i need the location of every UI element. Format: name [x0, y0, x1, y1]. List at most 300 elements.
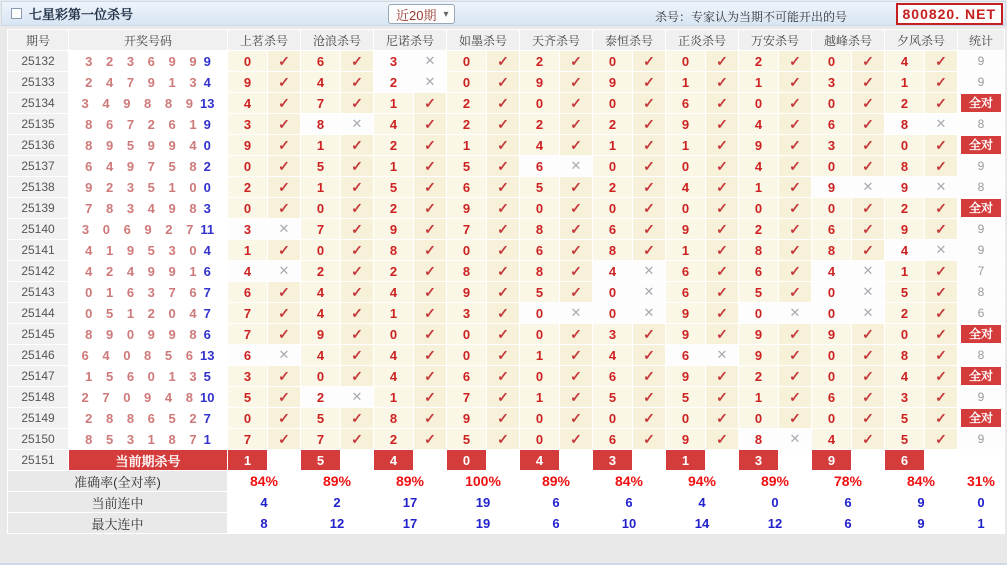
hit-check-icon: ✓	[560, 177, 592, 197]
miss-cross-icon: ✕	[925, 240, 957, 260]
table-row	[8, 282, 1004, 302]
kill-number-cell: 9	[228, 135, 267, 155]
draw-front-digits: 3 4 9 8 8 9	[81, 95, 198, 111]
stat-cell	[958, 198, 1004, 218]
summary-stat-cell: 31%	[958, 471, 1004, 491]
hit-check-icon: ✓	[852, 156, 884, 176]
current-kill-number-cell: 3	[593, 450, 632, 470]
hit-check-icon: ✓	[560, 198, 592, 218]
summary-value-cell: 19	[447, 492, 519, 512]
kill-number-cell: 0	[593, 51, 632, 71]
kill-number-cell: 4	[885, 366, 924, 386]
kill-number-cell: 5	[739, 282, 778, 302]
kill-number-cell: 2	[885, 303, 924, 323]
miss-cross-icon: ✕	[779, 429, 811, 449]
kill-number-cell: 0	[520, 429, 559, 449]
kill-number-explanation: 杀号：专家认为当期不可能开出的号	[654, 10, 847, 24]
draw-numbers-cell	[69, 387, 227, 407]
hit-check-icon: ✓	[779, 345, 811, 365]
kill-number-cell: 2	[520, 51, 559, 71]
period-range-value: 近20期	[396, 7, 437, 23]
kill-number-cell: 9	[374, 219, 413, 239]
draw-back-digit: 10	[199, 389, 215, 405]
hit-check-icon: ✓	[560, 324, 592, 344]
kill-number-cell: 2	[739, 366, 778, 386]
miss-cross-icon: ✕	[268, 261, 300, 281]
hit-check-icon: ✓	[633, 135, 665, 155]
column-header-period: 期号	[8, 30, 68, 50]
hit-check-icon: ✓	[852, 387, 884, 407]
hit-check-icon: ✓	[341, 93, 373, 113]
panel-title: 七星彩第一位杀号	[29, 7, 134, 22]
hit-check-icon: ✓	[706, 198, 738, 218]
hit-check-icon: ✓	[268, 156, 300, 176]
kill-number-cell: 8	[520, 219, 559, 239]
summary-value-cell: 89%	[739, 471, 811, 491]
period-cell: 25147	[8, 366, 68, 386]
kill-number-cell: 4	[885, 240, 924, 260]
kill-number-cell: 4	[812, 429, 851, 449]
summary-value-cell: 17	[374, 513, 446, 533]
kill-number-cell: 9	[885, 219, 924, 239]
hit-check-icon: ✓	[268, 282, 300, 302]
draw-back-digit: 7	[203, 284, 211, 300]
draw-numbers-cell	[69, 366, 227, 386]
kill-number-cell: 5	[374, 177, 413, 197]
hit-check-icon: ✓	[925, 93, 957, 113]
period-cell: 25140	[8, 219, 68, 239]
kill-number-cell: 6	[812, 387, 851, 407]
kill-number-cell: 1	[885, 261, 924, 281]
current-kill-number-cell: 3	[739, 450, 778, 470]
draw-numbers-cell	[69, 219, 227, 239]
kill-number-cell: 4	[885, 51, 924, 71]
hit-check-icon: ✓	[414, 387, 446, 407]
hit-check-icon: ✓	[268, 72, 300, 92]
draw-front-digits: 4 1 9 5 3 0	[85, 242, 202, 258]
draw-front-digits: 0 1 6 3 7 6	[85, 284, 202, 300]
miss-cross-icon: ✕	[268, 219, 300, 239]
kill-number-cell: 8	[520, 261, 559, 281]
kill-number-cell: 4	[520, 135, 559, 155]
empty-cell	[852, 450, 884, 470]
hit-check-icon: ✓	[268, 303, 300, 323]
hit-check-icon: ✓	[414, 198, 446, 218]
hit-check-icon: ✓	[706, 93, 738, 113]
hit-check-icon: ✓	[779, 177, 811, 197]
summary-value-cell: 10	[593, 513, 665, 533]
stat-cell	[958, 366, 1004, 386]
hit-check-icon: ✓	[341, 156, 373, 176]
hit-check-icon: ✓	[487, 303, 519, 323]
summary-value-cell: 6	[812, 513, 884, 533]
draw-front-digits: 1 5 6 0 1 3	[85, 368, 202, 384]
kill-number-cell: 0	[812, 366, 851, 386]
empty-cell	[268, 450, 300, 470]
kill-number-cell: 9	[739, 324, 778, 344]
draw-back-digit: 1	[203, 431, 211, 447]
kill-number-cell: 9	[739, 345, 778, 365]
summary-row	[8, 471, 1004, 491]
site-watermark: 800820. NET	[896, 3, 1004, 25]
hit-check-icon: ✓	[268, 429, 300, 449]
hit-check-icon: ✓	[414, 240, 446, 260]
hit-check-icon: ✓	[560, 429, 592, 449]
summary-value-cell: 9	[885, 513, 957, 533]
period-cell: 25150	[8, 429, 68, 449]
kill-number-cell: 9	[666, 324, 705, 344]
kill-number-cell: 3	[228, 219, 267, 239]
period-range-select[interactable]	[388, 4, 455, 24]
table-row	[8, 51, 1004, 71]
summary-label: 准确率(全对率)	[8, 471, 227, 491]
hit-check-icon: ✓	[925, 324, 957, 344]
kill-number-cell: 5	[228, 387, 267, 407]
miss-cross-icon: ✕	[341, 387, 373, 407]
all-correct-badge: 全对	[961, 409, 1001, 427]
draw-back-digit: 6	[203, 326, 211, 342]
table-row	[8, 198, 1004, 218]
draw-back-digit: 11	[200, 221, 215, 237]
hit-check-icon: ✓	[414, 303, 446, 323]
column-header-expert-4: 天齐杀号	[520, 30, 592, 50]
stat-cell: 9	[958, 72, 1004, 92]
kill-number-cell: 1	[374, 156, 413, 176]
kill-number-cell: 6	[520, 156, 559, 176]
panel-checkbox[interactable]	[11, 8, 22, 19]
all-correct-badge: 全对	[961, 367, 1001, 385]
hit-check-icon: ✓	[779, 387, 811, 407]
hit-check-icon: ✓	[633, 51, 665, 71]
hit-check-icon: ✓	[414, 114, 446, 134]
draw-front-digits: 2 4 7 9 1 3	[85, 74, 202, 90]
hit-check-icon: ✓	[414, 135, 446, 155]
kill-number-cell: 0	[739, 408, 778, 428]
draw-back-digit: 9	[203, 116, 211, 132]
hit-check-icon: ✓	[925, 387, 957, 407]
stat-cell	[958, 408, 1004, 428]
empty-cell	[925, 450, 957, 470]
kill-number-cell: 9	[447, 282, 486, 302]
hit-check-icon: ✓	[925, 429, 957, 449]
draw-back-digit: 3	[203, 200, 211, 216]
kill-number-cell: 0	[520, 366, 559, 386]
stat-cell: 9	[958, 51, 1004, 71]
hit-check-icon: ✓	[852, 366, 884, 386]
hit-check-icon: ✓	[633, 387, 665, 407]
kill-number-cell: 3	[228, 114, 267, 134]
table-row	[8, 135, 1004, 155]
current-kill-number-cell: 6	[885, 450, 924, 470]
kill-number-cell: 9	[812, 324, 851, 344]
all-correct-badge: 全对	[961, 94, 1001, 112]
kill-number-cell: 5	[885, 429, 924, 449]
kill-number-cell: 1	[593, 135, 632, 155]
table-row	[8, 345, 1004, 365]
summary-value-cell: 84%	[593, 471, 665, 491]
kill-number-cell: 2	[374, 429, 413, 449]
hit-check-icon: ✓	[560, 408, 592, 428]
kill-number-cell: 0	[520, 324, 559, 344]
table-row	[8, 156, 1004, 176]
hit-check-icon: ✓	[925, 51, 957, 71]
kill-number-cell: 0	[228, 198, 267, 218]
draw-front-digits: 0 5 1 2 0 4	[85, 305, 202, 321]
empty-cell	[633, 450, 665, 470]
hit-check-icon: ✓	[487, 387, 519, 407]
kill-number-cell: 0	[447, 240, 486, 260]
hit-check-icon: ✓	[560, 114, 592, 134]
hit-check-icon: ✓	[268, 93, 300, 113]
kill-number-cell: 0	[447, 72, 486, 92]
all-correct-badge: 全对	[961, 199, 1001, 217]
kill-number-cell: 2	[739, 219, 778, 239]
stat-cell: 8	[958, 177, 1004, 197]
hit-check-icon: ✓	[268, 240, 300, 260]
hit-check-icon: ✓	[706, 261, 738, 281]
kill-number-cell: 4	[301, 303, 340, 323]
hit-check-icon: ✓	[633, 72, 665, 92]
summary-value-cell: 84%	[228, 471, 300, 491]
current-kill-number-cell: 0	[447, 450, 486, 470]
kill-number-cell: 0	[593, 303, 632, 323]
kill-number-cell: 0	[739, 303, 778, 323]
kill-number-cell: 2	[447, 114, 486, 134]
kill-number-cell: 2	[228, 177, 267, 197]
hit-check-icon: ✓	[414, 93, 446, 113]
hit-check-icon: ✓	[633, 429, 665, 449]
kill-number-cell: 5	[520, 282, 559, 302]
column-header-expert-1: 沧浪杀号	[301, 30, 373, 50]
hit-check-icon: ✓	[560, 51, 592, 71]
kill-number-cell: 6	[666, 261, 705, 281]
hit-check-icon: ✓	[414, 345, 446, 365]
kill-number-cell: 0	[593, 156, 632, 176]
kill-number-cell: 2	[520, 114, 559, 134]
hit-check-icon: ✓	[706, 429, 738, 449]
hit-check-icon: ✓	[560, 282, 592, 302]
hit-check-icon: ✓	[925, 198, 957, 218]
kill-number-cell: 8	[301, 114, 340, 134]
kill-number-cell: 4	[812, 261, 851, 281]
miss-cross-icon: ✕	[925, 177, 957, 197]
draw-numbers-cell	[69, 51, 227, 71]
kill-number-cell: 4	[666, 177, 705, 197]
hit-check-icon: ✓	[779, 51, 811, 71]
summary-label: 最大连中	[8, 513, 227, 533]
kill-number-cell: 5	[447, 429, 486, 449]
kill-number-cell: 2	[374, 261, 413, 281]
empty-cell	[341, 450, 373, 470]
hit-check-icon: ✓	[414, 366, 446, 386]
hit-check-icon: ✓	[414, 156, 446, 176]
kill-number-cell: 2	[593, 114, 632, 134]
kill-number-cell: 6	[447, 366, 486, 386]
miss-cross-icon: ✕	[633, 303, 665, 323]
period-cell: 25145	[8, 324, 68, 344]
kill-number-cell: 0	[301, 240, 340, 260]
draw-numbers-cell	[69, 261, 227, 281]
draw-front-digits: 8 6 7 2 6 1	[85, 116, 202, 132]
table-row	[8, 261, 1004, 281]
hit-check-icon: ✓	[560, 366, 592, 386]
hit-check-icon: ✓	[925, 261, 957, 281]
period-cell: 25149	[8, 408, 68, 428]
hit-check-icon: ✓	[852, 93, 884, 113]
hit-check-icon: ✓	[779, 156, 811, 176]
hit-check-icon: ✓	[852, 324, 884, 344]
kill-number-cell: 0	[666, 51, 705, 71]
chevron-down-icon: ▾	[443, 8, 449, 20]
draw-numbers-cell	[69, 198, 227, 218]
column-header-expert-7: 万安杀号	[739, 30, 811, 50]
kill-number-cell: 0	[593, 408, 632, 428]
kill-number-cell: 5	[301, 156, 340, 176]
hit-check-icon: ✓	[706, 303, 738, 323]
hit-check-icon: ✓	[487, 135, 519, 155]
kill-number-cell: 3	[593, 324, 632, 344]
draw-front-digits: 7 8 3 4 9 8	[85, 200, 202, 216]
period-cell: 25148	[8, 387, 68, 407]
hit-check-icon: ✓	[487, 240, 519, 260]
summary-value-cell: 14	[666, 513, 738, 533]
kill-number-cell: 9	[739, 135, 778, 155]
kill-number-cell: 2	[447, 93, 486, 113]
hit-check-icon: ✓	[487, 51, 519, 71]
hit-check-icon: ✓	[341, 240, 373, 260]
kill-number-cell: 0	[812, 51, 851, 71]
kill-number-cell: 1	[520, 387, 559, 407]
miss-cross-icon: ✕	[268, 345, 300, 365]
kill-number-cell: 8	[885, 114, 924, 134]
hit-check-icon: ✓	[414, 282, 446, 302]
draw-front-digits: 8 5 3 1 8 7	[85, 431, 202, 447]
kill-number-cell: 0	[447, 51, 486, 71]
hit-check-icon: ✓	[706, 282, 738, 302]
kill-number-cell: 0	[812, 156, 851, 176]
miss-cross-icon: ✕	[633, 261, 665, 281]
summary-value-cell: 6	[520, 492, 592, 512]
hit-check-icon: ✓	[341, 219, 373, 239]
kill-number-cell: 0	[666, 156, 705, 176]
hit-check-icon: ✓	[341, 408, 373, 428]
hit-check-icon: ✓	[779, 114, 811, 134]
period-cell: 25138	[8, 177, 68, 197]
kill-number-cell: 0	[228, 156, 267, 176]
hit-check-icon: ✓	[706, 156, 738, 176]
miss-cross-icon: ✕	[852, 177, 884, 197]
period-cell: 25135	[8, 114, 68, 134]
table-row	[8, 93, 1004, 113]
draw-numbers-cell	[69, 303, 227, 323]
kill-number-cell: 8	[885, 345, 924, 365]
table-row	[8, 366, 1004, 386]
hit-check-icon: ✓	[925, 345, 957, 365]
table-row	[8, 429, 1004, 449]
kill-number-cell: 9	[593, 72, 632, 92]
hit-check-icon: ✓	[268, 51, 300, 71]
kill-number-cell: 1	[666, 135, 705, 155]
current-kill-number-cell: 1	[666, 450, 705, 470]
period-cell: 25133	[8, 72, 68, 92]
kill-number-cell: 0	[447, 324, 486, 344]
hit-check-icon: ✓	[560, 261, 592, 281]
column-header-expert-3: 如墨杀号	[447, 30, 519, 50]
hit-check-icon: ✓	[268, 135, 300, 155]
kill-number-cell: 9	[447, 408, 486, 428]
kill-number-cell: 2	[301, 261, 340, 281]
kill-number-cell: 8	[593, 240, 632, 260]
current-period-row	[8, 450, 1004, 470]
period-cell: 25139	[8, 198, 68, 218]
kill-number-cell: 0	[812, 345, 851, 365]
kill-number-cell: 9	[666, 303, 705, 323]
table-row	[8, 72, 1004, 92]
hit-check-icon: ✓	[925, 282, 957, 302]
table-row	[8, 177, 1004, 197]
kill-number-cell: 5	[593, 387, 632, 407]
hit-check-icon: ✓	[852, 135, 884, 155]
draw-numbers-cell	[69, 324, 227, 344]
kill-number-cell: 9	[447, 198, 486, 218]
hit-check-icon: ✓	[341, 282, 373, 302]
kill-number-cell: 5	[885, 282, 924, 302]
kill-number-cell: 6	[593, 366, 632, 386]
kill-number-cell: 4	[301, 345, 340, 365]
draw-numbers-cell	[69, 429, 227, 449]
hit-check-icon: ✓	[341, 51, 373, 71]
kill-number-cell: 6	[666, 345, 705, 365]
period-cell: 25151	[8, 450, 68, 470]
summary-stat-cell: 1	[958, 513, 1004, 533]
kill-number-cell: 3	[812, 72, 851, 92]
hit-check-icon: ✓	[633, 345, 665, 365]
hit-check-icon: ✓	[706, 324, 738, 344]
table-row	[8, 219, 1004, 239]
table-row	[8, 114, 1004, 134]
current-kill-number-cell: 4	[374, 450, 413, 470]
period-cell: 25144	[8, 303, 68, 323]
hit-check-icon: ✓	[779, 282, 811, 302]
kill-number-cell: 4	[228, 261, 267, 281]
kill-number-cell: 1	[739, 387, 778, 407]
hit-check-icon: ✓	[779, 366, 811, 386]
kill-number-cell: 6	[666, 282, 705, 302]
hit-check-icon: ✓	[779, 198, 811, 218]
draw-numbers-cell	[69, 408, 227, 428]
stat-cell: 8	[958, 282, 1004, 302]
kill-number-cell: 5	[447, 156, 486, 176]
draw-front-digits: 3 2 3 6 9 9	[85, 53, 202, 69]
kill-number-cell: 7	[301, 93, 340, 113]
kill-number-cell: 3	[374, 51, 413, 71]
miss-cross-icon: ✕	[852, 282, 884, 302]
kill-number-cell: 1	[739, 72, 778, 92]
kill-number-cell: 6	[593, 219, 632, 239]
hit-check-icon: ✓	[268, 408, 300, 428]
stat-cell: 9	[958, 219, 1004, 239]
stat-cell: 9	[958, 156, 1004, 176]
draw-front-digits: 8 9 5 9 9 4	[85, 137, 202, 153]
draw-back-digit: 7	[203, 305, 211, 321]
current-kill-number-cell: 5	[301, 450, 340, 470]
column-header-expert-9: 夕风杀号	[885, 30, 957, 50]
kill-number-cell: 9	[228, 72, 267, 92]
hit-check-icon: ✓	[633, 156, 665, 176]
draw-back-digit: 0	[203, 179, 211, 195]
kill-number-cell: 6	[593, 429, 632, 449]
table-row	[8, 303, 1004, 323]
